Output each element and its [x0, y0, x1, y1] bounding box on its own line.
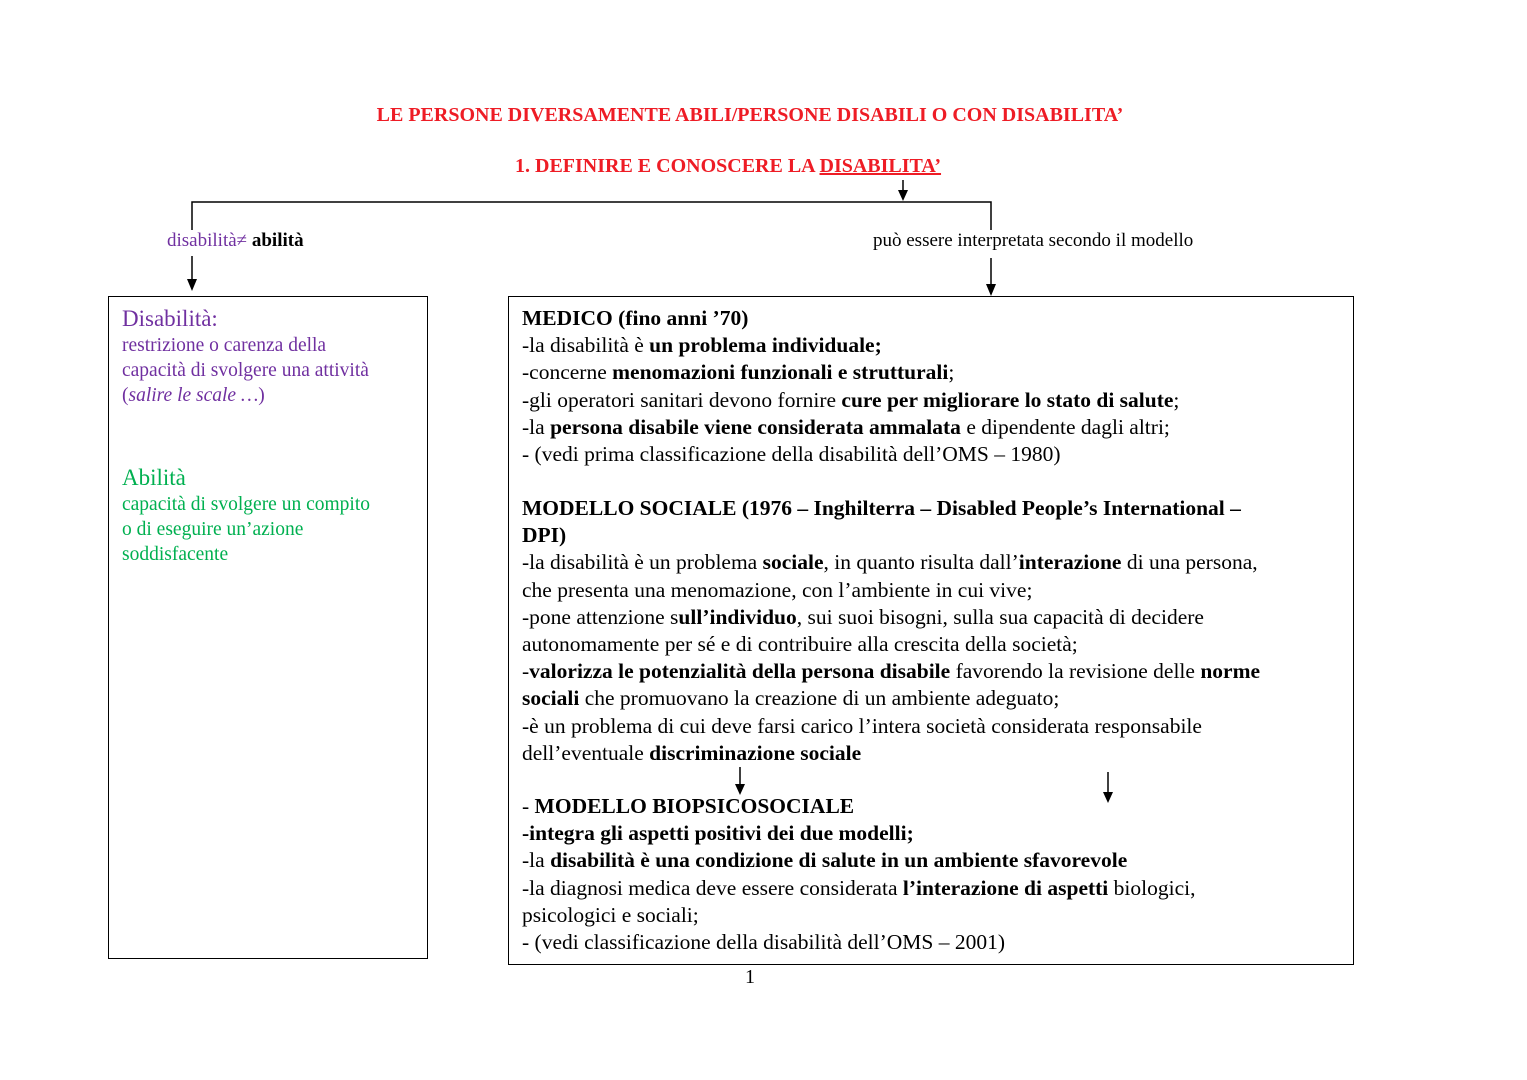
right-arrow-head — [986, 284, 996, 296]
branch-connector — [192, 202, 991, 230]
title-arrow-head — [898, 190, 908, 201]
bio-line: -integra gli aspetti positivi dei due modelli; — [522, 821, 914, 846]
sociale-line: autonomamente per sé e di contribuire alla crescita della società; — [522, 632, 1078, 657]
section-keyword: DISABILITA’ — [819, 155, 942, 177]
sociale-line: -è un problema di cui deve farsi carico l’intera società considerata responsabile — [522, 713, 1202, 738]
bio-line: - (vedi classificazione della disabilità dell’OMS – 2001) — [522, 930, 1006, 955]
page-number: 1 — [745, 966, 755, 988]
paren-close: ) — [258, 385, 265, 406]
medico-line: -gli operatori sanitari devono fornire cure per migliorare lo stato di salute; — [522, 387, 1180, 412]
sociale-model — [522, 495, 1342, 767]
left-arrow-head — [187, 279, 197, 291]
abilita-line: soddisfacente — [122, 544, 229, 565]
medico-line: - (vedi prima classificazione della disabilità dell’OMS – 1980) — [522, 442, 1061, 467]
disabilita-line: restrizione o carenza della — [122, 335, 327, 356]
right-branch-label: può essere interpretata secondo il modello — [873, 230, 1194, 251]
left-label-bold: abilità — [251, 230, 304, 251]
bio-line: -la diagnosi medica deve essere considerata l’interazione di aspetti biologici, — [522, 875, 1196, 900]
abilita-line: capacità di svolgere un compito — [122, 494, 370, 515]
medico-line: -la persona disabile viene considerata ammalata e dipendente dagli altri; — [522, 414, 1170, 439]
sociale-line: -la disabilità è un problema sociale, in quanto risulta dall’interazione di una persona, — [522, 550, 1258, 575]
sociale-line: sociali che promuovano la creazione di un ambiente adeguato; — [522, 686, 1060, 711]
abilita-title: Abilità — [122, 465, 186, 490]
medico-line: -la disabilità è un problema individuale; — [522, 333, 882, 358]
disabilita-title: Disabilità: — [122, 306, 218, 331]
sociale-line: -pone attenzione sull’individuo, sui suoi bisogni, sulla sua capacità di decidere — [522, 604, 1204, 629]
bio-title: - MODELLO BIOPSICOSOCIALE — [522, 794, 855, 818]
medico-title: MEDICO (fino anni ’70) — [522, 306, 749, 330]
example-text: salire le scale … — [128, 385, 259, 406]
sociale-line: -valorizza le potenzialità della persona disabile favorendo la revisione delle norme — [522, 659, 1261, 684]
abilita-line: o di eseguire un’azione — [122, 519, 304, 540]
biopsicosociale-model — [522, 793, 1342, 956]
models-box — [508, 296, 1354, 965]
document-title: LE PERSONE DIVERSAMENTE ABILI/PERSONE DISABILI O CON DISABILITA’ — [376, 104, 1124, 126]
medico-model — [522, 305, 1342, 468]
disabilita-example — [122, 383, 422, 408]
sociale-line: che presenta una menomazione, con l’ambiente in cui vive; — [522, 577, 1033, 602]
medico-line: -concerne menomazioni funzionali e strutturali; — [522, 360, 955, 385]
sociale-line: dell’eventuale discriminazione sociale — [522, 740, 862, 765]
paren-open: ( — [122, 385, 129, 406]
disabilita-line: capacità di svolgere una attività — [122, 360, 369, 381]
left-branch-label — [167, 230, 304, 252]
sociale-title: MODELLO SOCIALE (1976 – Inghilterra – Disabled People’s International – — [522, 496, 1241, 520]
left-label-prefix: disabilità≠ — [167, 230, 248, 251]
section-number: 1. DEFINIRE E CONOSCERE LA — [515, 155, 815, 177]
disabilita-definition — [122, 305, 422, 408]
bio-line: -la disabilità è una condizione di salute in un ambiente sfavorevole — [522, 848, 1128, 873]
section-title — [515, 155, 941, 178]
sociale-title-cont: DPI) — [522, 523, 567, 548]
bio-line: psicologici e sociali; — [522, 902, 699, 927]
definitions-box — [108, 296, 428, 959]
abilita-definition — [122, 464, 422, 567]
